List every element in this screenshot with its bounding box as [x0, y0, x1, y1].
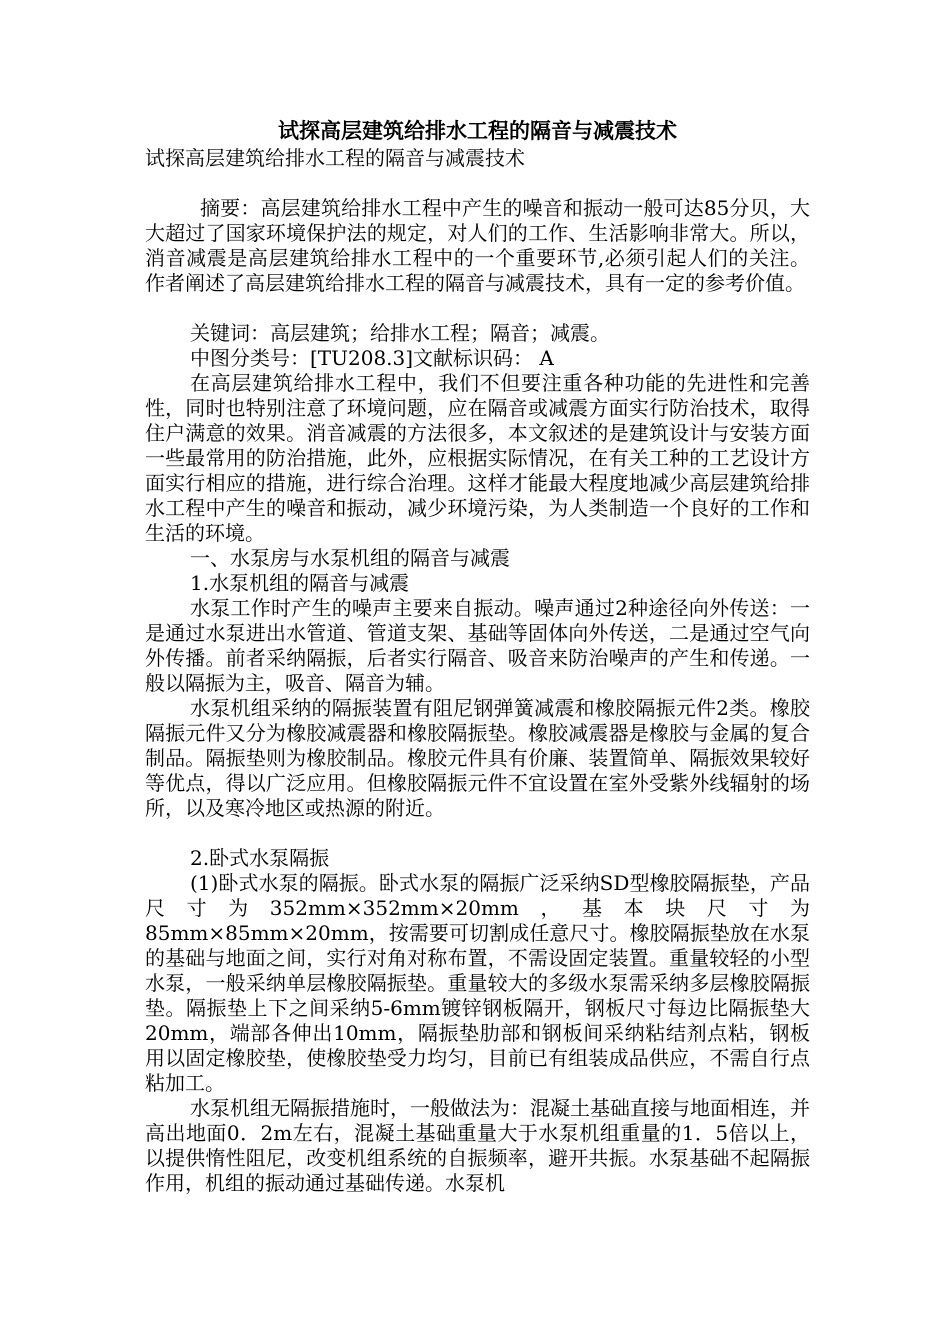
- document-subtitle: 试探高层建筑给排水工程的隔音与减震技术: [145, 146, 525, 170]
- body-paragraph: 水泵工作时产生的噪声主要来自振动。噪声通过2种途径向外传送：一是通过水泵进出水管道、管道支架、基础等固体向外传送，二是通过空气向外传播。前者采纳隔振，后者实行隔音、吸音来防治噪声的产生和传递。一般以隔振为主，吸音、隔音为辅。: [145, 596, 810, 695]
- subsection-heading: 1.水泵机组的隔音与减震: [190, 571, 410, 595]
- body-paragraph: 水泵机组无隔振措施时，一般做法为：混凝土基础直接与地面相连，并高出地面0．2m左右，混凝土基础重量大于水泵机组重量的1．5倍以上，以提供惰性阻尼，改变机组系统的自振频率，避开共振。水泵基础不起隔振作用，机组的振动通过基础传递。水泵机: [145, 1096, 810, 1195]
- section-heading: 一、水泵房与水泵机组的隔音与减震: [190, 546, 510, 570]
- intro-paragraph: 在高层建筑给排水工程中，我们不但要注重各种功能的先进性和完善性，同时也特别注意了环境问题，应在隔音或减震方面实行防治技术，取得住户满意的效果。消音减震的方法很多，本文叙述的是建筑设计与安装方面一些最常用的防治措施，此外，应根据实际情况，在有关工种的工艺设计方面实行相应的措施，进行综合治理。这样才能最大程度地减少高层建筑给排水工程中产生的噪音和振动，减少环境污染，为人类制造一个良好的工作和生活的环境。: [145, 371, 810, 545]
- body-paragraph: 水泵机组采纳的隔振装置有阻尼钢弹簧减震和橡胶隔振元件2类。橡胶隔振元件又分为橡胶减震器和橡胶隔振垫。橡胶减震器是橡胶与金属的复合制品。隔振垫则为橡胶制品。橡胶元件具有价廉、装置简单、隔振效果较好等优点，得以广泛应用。但橡胶隔振元件不宜设置在室外受紫外线辐射的场所，以及寒冷地区或热源的附近。: [145, 696, 810, 820]
- body-paragraph: (1)卧式水泵的隔振。卧式水泵的隔振广泛采纳SD型橡胶隔振垫，产品尺寸为352mm×352mm×20mm，基本块尺寸为85mm×85mm×20mm，按需要可切割成任意尺寸。橡胶隔振垫放在水泵的基础与地面之间，实行对角对称布置，不需设固定装置。重量较轻的小型水泵，一般采纳单层橡胶隔振垫。重量较大的多级水泵需采纳多层橡胶隔振垫。隔振垫上下之间采纳5-6mm镀锌钢板隔开，钢板尺寸每边比隔振垫大20mm，端部各伸出10mm，隔振垫肋部和钢板间采纳粘结剂点粘，钢板用以固定橡胶垫，使橡胶垫受力均匀，目前已有组装成品供应，不需自行点粘加工。: [145, 871, 810, 1095]
- blank-line: [145, 296, 810, 321]
- document-title: 试探高层建筑给排水工程的隔音与减震技术: [278, 119, 677, 143]
- subsection-heading: 2.卧式水泵隔振: [190, 846, 330, 870]
- keywords-line: 关键词：高层建筑；给排水工程；隔音；减震。: [190, 321, 610, 345]
- blank-line: [145, 821, 810, 846]
- classification-line: 中图分类号：[TU208.3]文献标识码： A: [190, 346, 554, 370]
- blank-line: [145, 171, 810, 196]
- abstract-paragraph: 摘要：高层建筑给排水工程中产生的噪音和振动一般可达85分贝，大大超过了国家环境保护法的规定，对人们的工作、生活影响非常大。所以，消音减震是高层建筑给排水工程中的一个重要环节,必须引起人们的关注。作者阐述了高层建筑给排水工程的隔音与减震技术，具有一定的参考价值。: [145, 196, 810, 295]
